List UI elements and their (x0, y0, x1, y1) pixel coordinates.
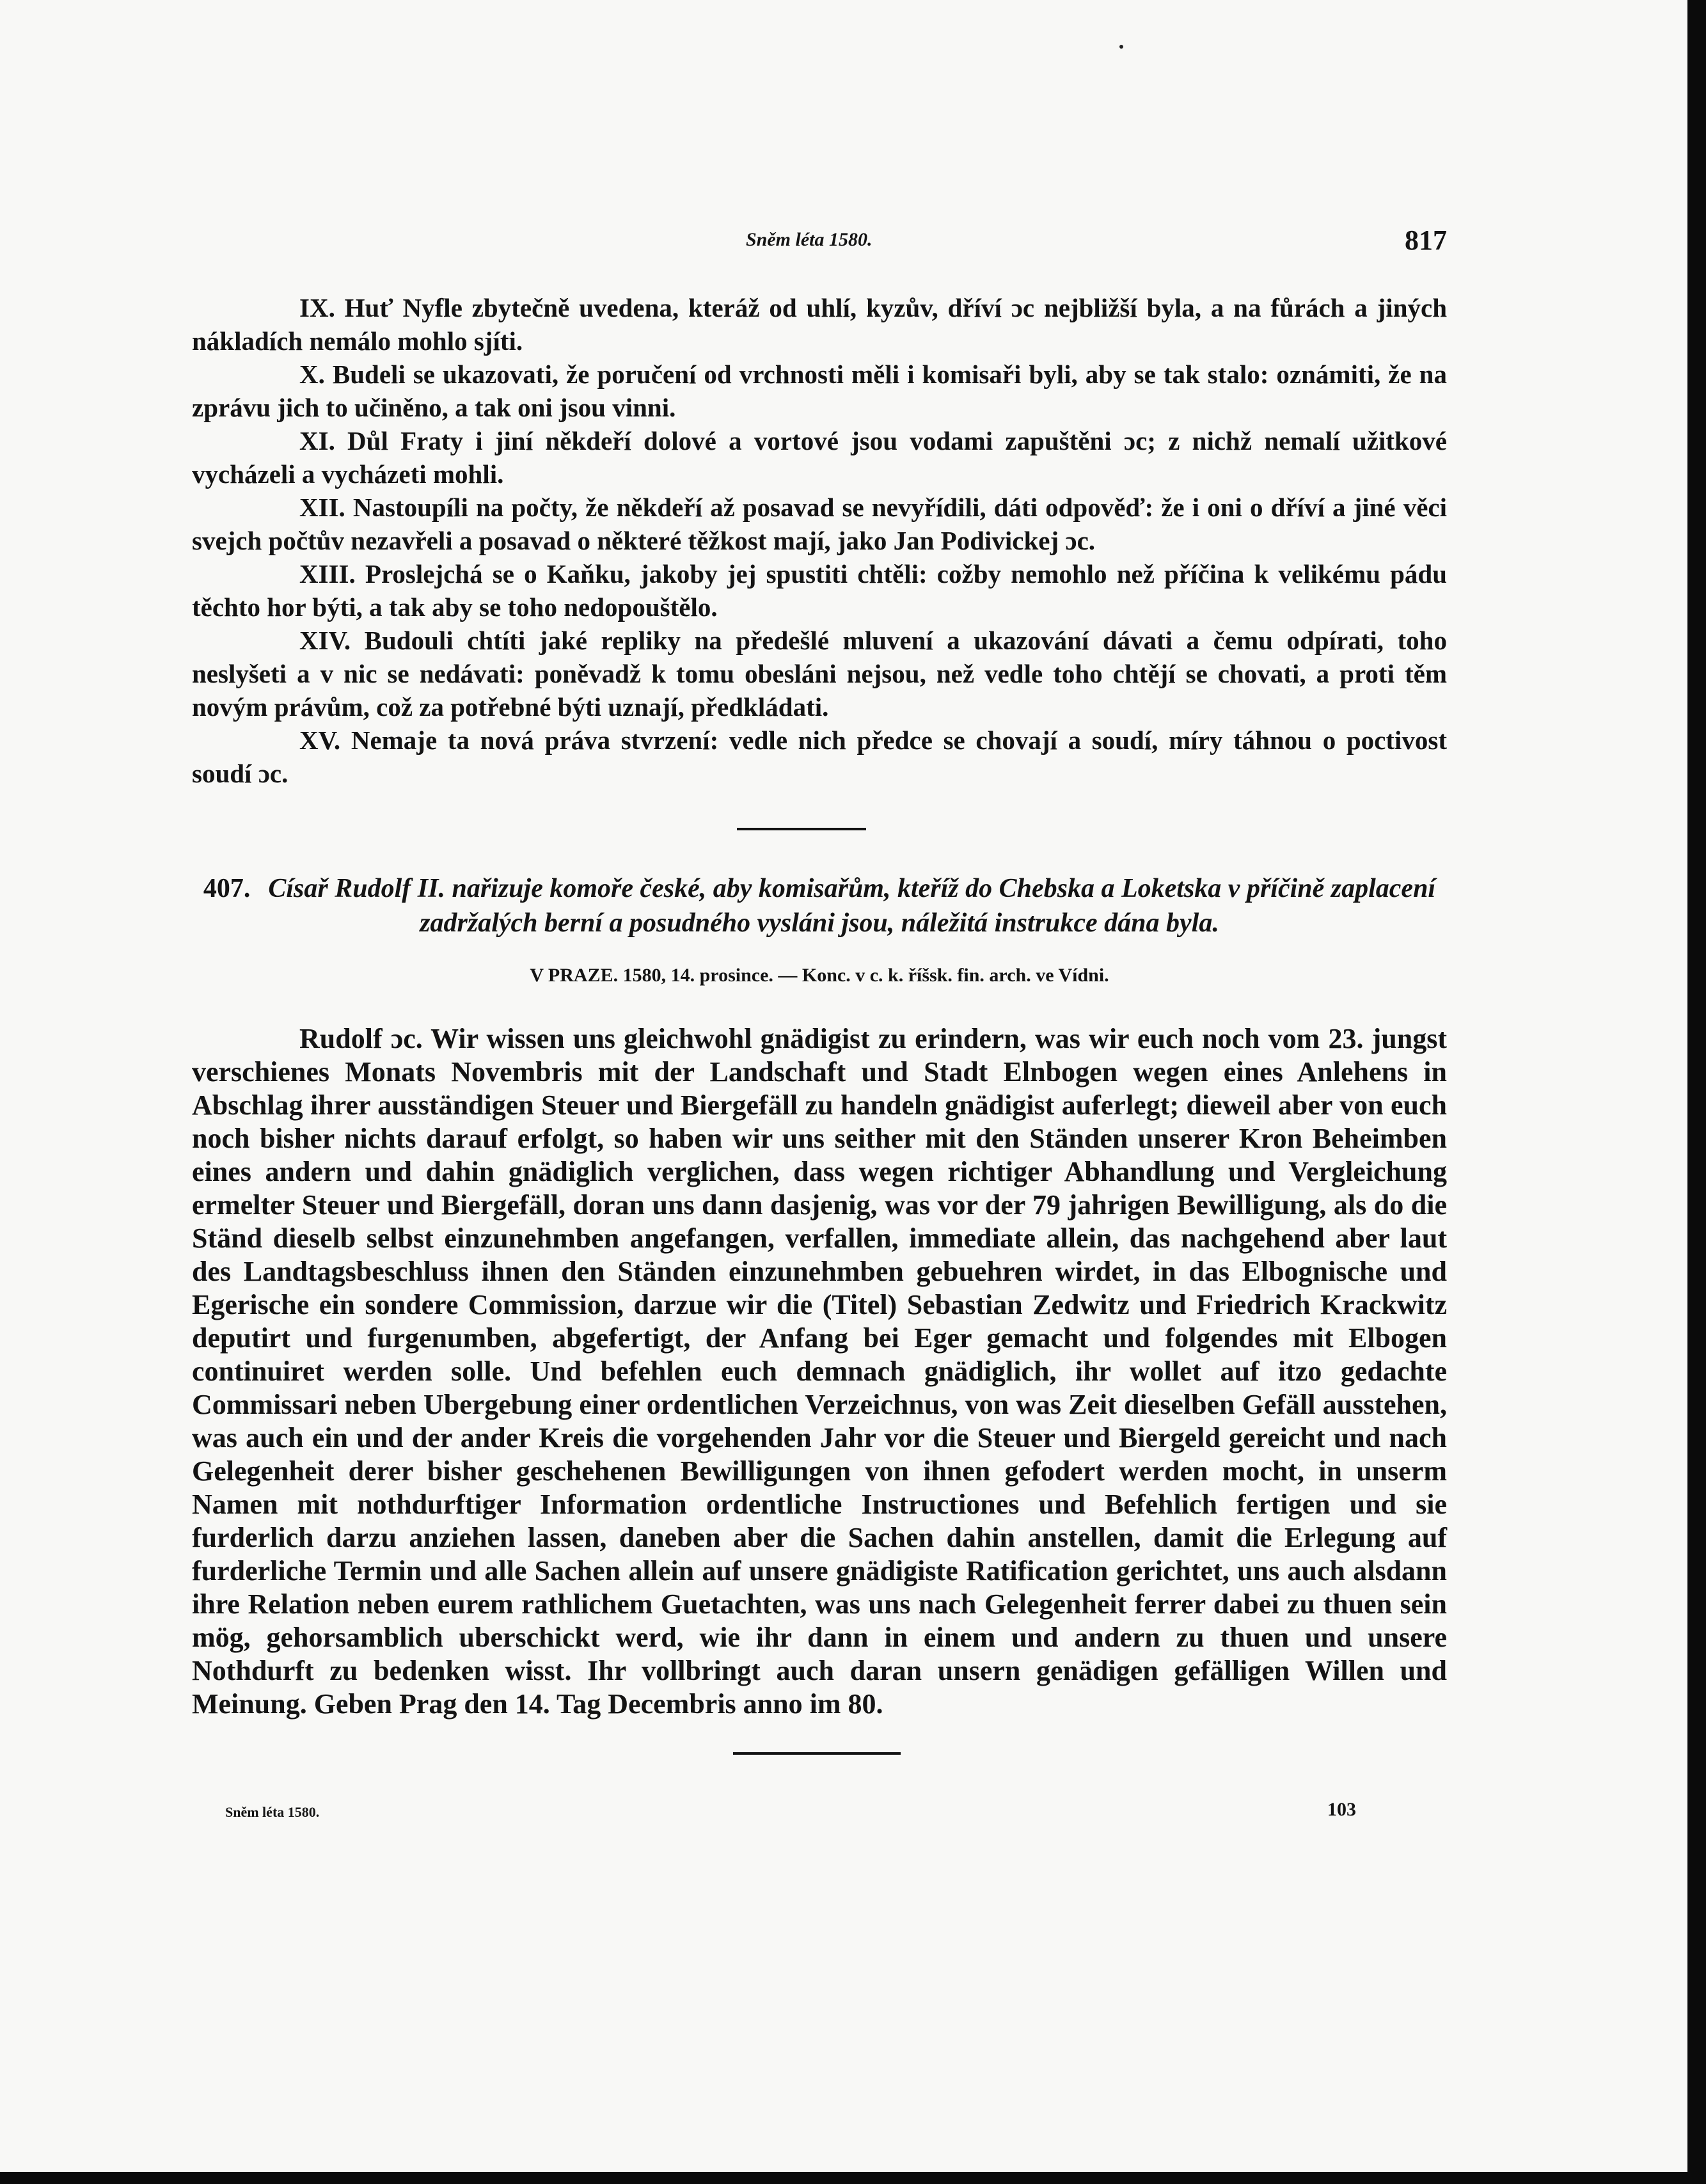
running-title: Sněm léta 1580. (746, 229, 873, 250)
section-divider (737, 828, 866, 830)
ink-speck (1119, 45, 1123, 49)
document-number: 407. (203, 874, 251, 903)
document-body (192, 1022, 1447, 1721)
end-divider (733, 1752, 901, 1755)
document-dateline: V PRAZE. 1580, 14. prosince. — Konc. v c. k. říšsk. fin. arch. ve Vídni. (530, 965, 1109, 986)
czech-articles (192, 291, 1447, 790)
document-heading (192, 871, 1447, 940)
article-x: X. Budeli se ukazovati, že poručení od vrchnosti měli i komisaři byli, aby se tak stalo: oznámiti, že na zprávu jich to učiněno, a tak oni jsou vinni. (192, 360, 1447, 422)
article-xv: XV. Nemaje ta nová práva stvrzení: vedle nich předce se chovají a soudí, míry táhnou o poctivost soudí ɔc. (192, 725, 1447, 788)
footer-signature: Sněm léta 1580. (225, 1804, 320, 1820)
document-body-text: Rudolf ɔc. Wir wissen uns gleichwohl gnädigist zu erindern, was wir euch noch vom 23. jungst verschienes Monats Novembris mit der Landschaft und Stadt Elnbogen wegen eines Anlehens in Abschlag ihrer ausständigen Steuer und Biergefäll zu handeln gnädigist auferlegt; dieweil aber von euch noch bisher nichts darauf erfolgt, so haben wir uns seither mit den Ständen unserer Kron Beheimben eines andern und dahin gnädiglich verglichen, dass wegen richtiger Abhandlung und Vergleichung ermelter Steuer und Biergefäll, doran uns dann dasjenig, was vor der 79 jahrigen Bewilligung, als do die Ständ dieselb selbst einzunehmben angefangen, verfallen, immediate allein, das nachgehend aber laut des Landtagsbeschluss ihnen den Ständen einzunehmben gebuehren wirdet, in das Elbognische und Egerische ein sondere Commission, darzue wir die (Titel) Sebastian Zedwitz und Friedrich Krackwitz deputirt und furgenumben, abgefertigt, der Anfang bei Eger gemacht und folgendes mit Elbogen continuiret werden solle. Und befehlen euch demnach gnädiglich, ihr wollet auf itzo gedachte Commissari neben Ubergebung einer ordentlichen Verzeichnus, von was Zeit dieselben Gefäll ausstehen, was auch ein und der ander Kreis die vorgehenden Jahr vor die Steuer und Biergeld gereicht und nach Gelegenheit derer bisher geschehenen Bewilligungen von ihnen gefodert werden mocht, in unserm Namen mit nothdurftiger Information ordentliche Instructiones und Befehlich fertigen und sie furderlich darzu anziehen lassen, daneben aber die Sachen dahin anstellen, damit die Erlegung auf furderliche Termin und alle Sachen allein auf unsere gnädigiste Ratification gerichtet, uns auch alsdann ihre Relation neben eurem rathlichem Guetachten, was uns nach Gelegenheit ferrer dabei zu thuen sein mög, gehorsamblich uberschickt werd, wie ihr dann in einem und andern zu thuen und unsere Nothdurft zu bedenken wisst. Ihr vollbringt auch daran unsern genädigen gefälligen Willen und Meinung. Geben Prag den 14. Tag Decembris anno im 80. (192, 1023, 1447, 1720)
document-title: Císař Rudolf II. nařizuje komoře české, aby komisařům, kteříž do Chebska a Loketska v příčině zaplacení zadržalých berní a posudného vysláni jsou, náležitá instrukce dána byla. (268, 874, 1436, 938)
article-ix: IX. Huť Nyfle zbytečně uvedena, kteráž od uhlí, kyzův, dříví ɔc nejbližší byla, a na fůrách a jiných nákladích nemálo mohlo sjíti. (192, 293, 1447, 356)
article-xi: XI. Důl Fraty i jiní někdeří dolové a vortové jsou vodami zapuštěni ɔc; z nichž nemalí užitkové vycházeli a vycházeti mohli. (192, 426, 1447, 489)
page-number: 817 (1405, 225, 1447, 256)
article-xii: XII. Nastoupíli na počty, že někdeří až posavad se nevyřídili, dáti odpověď: že i oni o dříví a jiné věci svejch počtův nezavřeli a posavad o některé těžkost mají, jako Jan Podivickej ɔc. (192, 493, 1447, 555)
footer-sheet-number: 103 (1327, 1799, 1356, 1820)
article-xiii: XIII. Proslejchá se o Kaňku, jakoby jej spustiti chtěli: cožby nemohlo než příčina k velikému pádu těchto hor býti, a tak aby se toho nedopouštělo. (192, 559, 1447, 622)
article-xiv: XIV. Budouli chtíti jaké repliky na předešlé mluvení a ukazování dávati a čemu odpírati, toho neslyšeti a v nic se nedávati: poněvadž k tomu obesláni nejsou, než vedle toho chtějí se chovati, a proti těm novým právům, což za potřebné býti uznají, předkládati. (192, 626, 1447, 722)
